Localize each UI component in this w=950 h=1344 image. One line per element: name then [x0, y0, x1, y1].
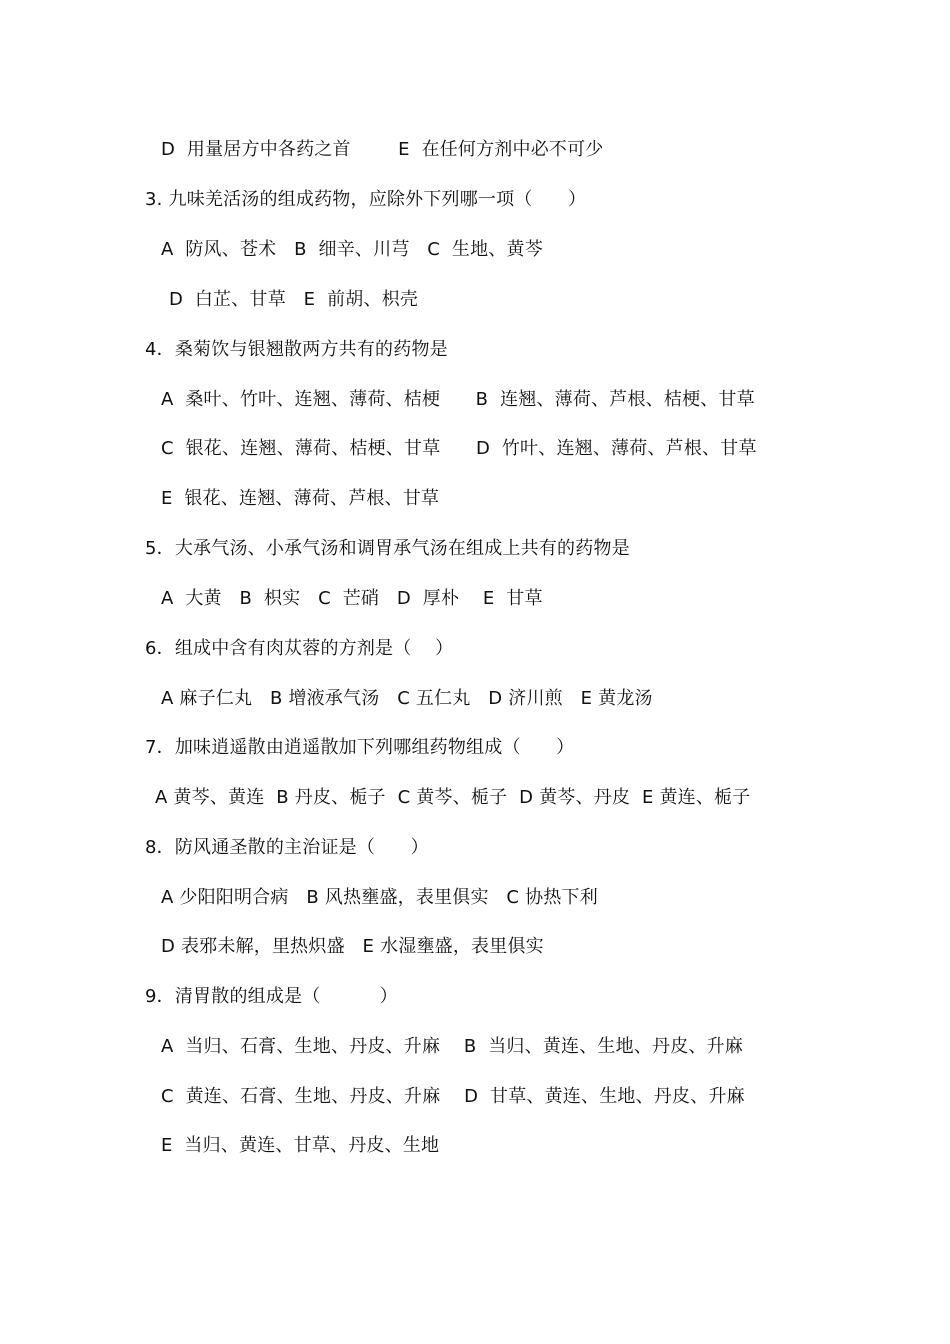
question-6-options: A 麻子仁丸 B 增液承气汤 C 五仁丸 D 济川煎 E 黄龙汤 [161, 688, 653, 709]
question-7: 7．加味逍遥散由逍遥散加下列哪组药物组成（ ） [145, 737, 575, 758]
question-9-option-e: E 当归、黄连、甘草、丹皮、生地 [161, 1135, 440, 1156]
question-4-option-e: E 银花、连翘、薄荷、芦根、甘草 [161, 488, 440, 509]
question-6: 6．组成中含有肉苁蓉的方剂是（ ） [145, 638, 454, 659]
question-5: 5．大承气汤、小承气汤和调胃承气汤在组成上共有的药物是 [145, 538, 630, 559]
question-9-options-cd: C 黄连、石膏、生地、丹皮、升麻 D 甘草、黄连、生地、丹皮、升麻 [161, 1086, 745, 1107]
question-4-options-ab: A 桑叶、竹叶、连翘、薄荷、桔梗 B 连翘、薄荷、芦根、桔梗、甘草 [161, 389, 755, 410]
question-8-options-abc: A 少阳阳明合病 B 风热壅盛，表里俱实 C 协热下利 [161, 887, 598, 908]
question-5-options: A 大黄 B 枳实 C 芒硝 D 厚朴 E 甘草 [161, 588, 543, 609]
question-3-options-de: D 白芷、甘草 E 前胡、枳壳 [169, 289, 419, 310]
question-8-options-de: D 表邪未解，里热炽盛 E 水湿壅盛，表里俱实 [161, 936, 544, 957]
question-9: 9．清胃散的组成是（ ） [145, 986, 398, 1007]
question-4: 4．桑菊饮与银翘散两方共有的药物是 [145, 339, 448, 360]
option-line-2d-2e: D 用量居方中各药之首 E 在任何方剂中必不可少 [161, 139, 604, 160]
question-9-options-ab: A 当归、石膏、生地、丹皮、升麻 B 当归、黄连、生地、丹皮、升麻 [161, 1036, 744, 1057]
question-7-options: A 黄芩、黄连 B 丹皮、栀子 C 黄芩、栀子 D 黄芩、丹皮 E 黄连、栀子 [155, 787, 751, 808]
question-3: 3. 九味羌活汤的组成药物，应除外下列哪一项（ ） [145, 189, 587, 210]
question-3-options-abc: A 防风、苍术 B 细辛、川芎 C 生地、黄芩 [161, 239, 543, 260]
question-4-options-cd: C 银花、连翘、薄荷、桔梗、甘草 D 竹叶、连翘、薄荷、芦根、甘草 [161, 438, 757, 459]
question-8: 8．防风通圣散的主治证是（ ） [145, 837, 429, 858]
